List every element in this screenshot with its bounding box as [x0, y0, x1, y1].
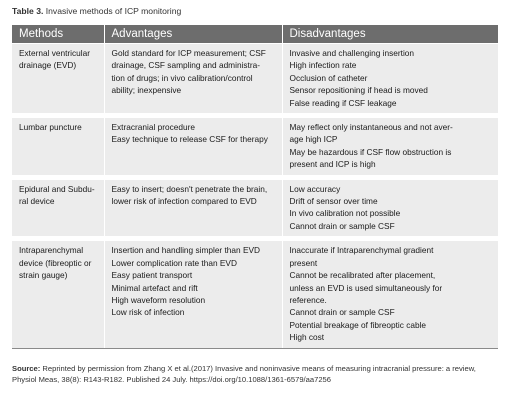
cell-text-line: Sensor repositioning if head is moved — [289, 85, 428, 96]
table-row — [12, 44, 498, 116]
method-cell — [12, 177, 104, 239]
cell-text-line: Lower complication rate than EVD — [111, 257, 237, 268]
cell-text-line: ability; inexpensive — [111, 85, 182, 96]
advantages-cell — [104, 239, 282, 348]
cell-text-line: Gold standard for ICP measurement; CSF — [111, 48, 266, 58]
cell-text-line: age high ICP — [289, 134, 338, 145]
cell-text-line: unless an EVD is used simultaneously for — [289, 282, 443, 293]
disadvantages-cell — [282, 116, 498, 178]
cell-text-line: drainage (EVD) — [19, 60, 77, 71]
cell-text-line: Lumbar puncture — [19, 122, 82, 133]
table-caption-title: Invasive methods of ICP monitoring — [45, 6, 182, 16]
cell-text-line: May be hazardous if CSF flow obstruction is — [289, 146, 452, 157]
cell-text-line: False reading if CSF leakage — [289, 97, 397, 108]
method-cell — [12, 116, 104, 178]
advantages-cell — [104, 116, 282, 178]
cell-text-line: lower risk of infection compared to EVD — [111, 196, 257, 207]
cell-text-line: ral device — [19, 196, 55, 207]
cell-text-line: High waveform resolution — [111, 294, 206, 305]
cell-text-line: Low accuracy — [289, 183, 341, 194]
cell-text-line: External ventricular — [19, 48, 91, 58]
cell-text-line: High cost — [289, 332, 325, 343]
icp-methods-table-container — [12, 25, 498, 349]
source-text: Reprinted by permission from Zhang X et al.(2017) Invasive and noninvasive means of measuring intracranial pressure: a review, Physiol Meas, 38(8): R143-R182. Published 24 July. https://doi.org/10.1088/1361-6579/aa7256 — [12, 364, 476, 384]
cell-text-line: Cannot be recalibrated after placement, — [289, 270, 436, 281]
cell-text-line: Cannot drain or sample CSF — [289, 220, 395, 231]
cell-text-line: Inaccurate if Intraparenchymal gradient — [289, 245, 434, 256]
cell-text-line: tion of drugs; in vivo calibration/control — [111, 72, 253, 83]
table-header-row — [12, 25, 498, 44]
cell-text-line: Drift of sensor over time — [289, 196, 378, 207]
table-caption — [12, 6, 181, 16]
cell-text-line: Invasive and challenging insertion — [289, 48, 415, 58]
disadvantages-cell — [282, 44, 498, 116]
cell-text-line: Cannot drain or sample CSF — [289, 307, 395, 318]
icp-methods-table — [12, 25, 498, 348]
cell-text-line: strain gauge) — [19, 270, 68, 281]
header-advantages: Advantages — [104, 25, 282, 44]
disadvantages-cell — [282, 177, 498, 239]
cell-text-line: Extracranial procedure — [111, 122, 195, 133]
source-note — [12, 363, 498, 385]
disadvantages-cell — [282, 239, 498, 348]
source-label: Source: — [12, 364, 41, 373]
cell-text-line: Easy patient transport — [111, 270, 193, 281]
cell-text-line: Occlusion of catheter — [289, 72, 368, 83]
header-disadvantages: Disadvantages — [282, 25, 498, 44]
cell-text-line: May reflect only instantaneous and not aver- — [289, 122, 453, 133]
cell-text-line: Low risk of infection — [111, 307, 185, 318]
table-row — [12, 239, 498, 348]
cell-text-line: Epidural and Subdu- — [19, 183, 95, 194]
cell-text-line: Easy technique to release CSF for therapy — [111, 134, 268, 145]
advantages-cell — [104, 177, 282, 239]
cell-text-line: drainage, CSF sampling and administra- — [111, 60, 260, 71]
cell-text-line: High infection rate — [289, 60, 357, 71]
cell-text-line: reference. — [289, 294, 327, 305]
cell-text-line: device (fibreoptic or — [19, 257, 92, 268]
table-row — [12, 116, 498, 178]
cell-text-line: present and ICP is high — [289, 159, 376, 170]
advantages-cell — [104, 44, 282, 116]
cell-text-line: Easy to insert; doesn't penetrate the brain, — [111, 183, 268, 194]
cell-text-line: Potential breakage of fibreoptic cable — [289, 319, 427, 330]
table-caption-label: Table 3. — [12, 6, 44, 16]
cell-text-line: Intraparenchymal — [19, 245, 84, 256]
method-cell — [12, 44, 104, 116]
cell-text-line: In vivo calibration not possible — [289, 208, 401, 219]
cell-text-line: Insertion and handling simpler than EVD — [111, 245, 261, 256]
method-cell — [12, 239, 104, 348]
cell-text-line: Minimal artefact and rift — [111, 282, 198, 293]
table-body — [12, 44, 498, 348]
header-methods: Methods — [12, 25, 104, 44]
table-row — [12, 177, 498, 239]
cell-text-line: present — [289, 257, 318, 268]
